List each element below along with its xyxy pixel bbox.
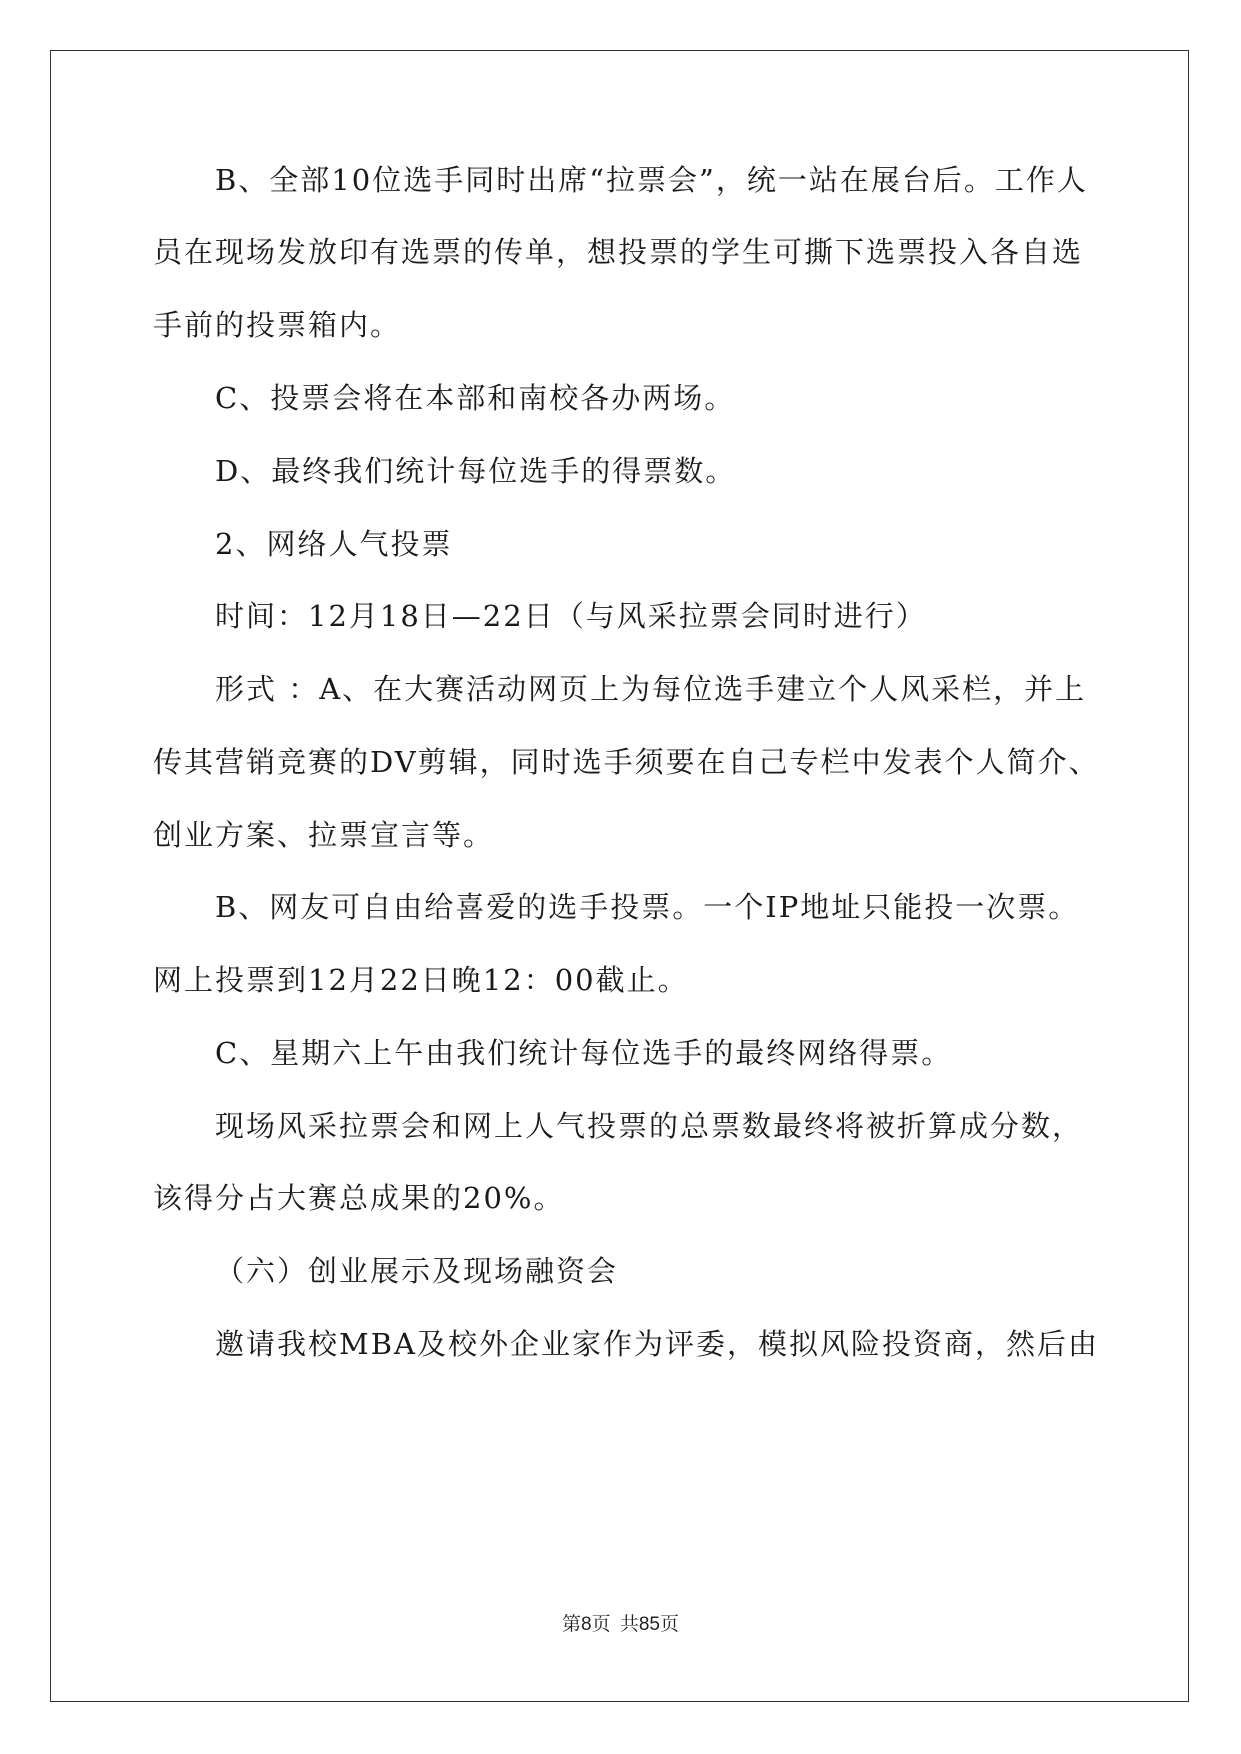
text-line: D、最终我们统计每位选手的得票数。: [215, 454, 737, 488]
text-line: 传其营销竞赛的DV剪辑，同时选手须要在自己专栏中发表个人简介、: [153, 745, 1100, 779]
page-footer: [0, 1609, 1241, 1636]
section-heading: （六）创业展示及现场融资会: [215, 1254, 619, 1288]
text-line: 该得分占大赛总成果的20%。: [153, 1181, 565, 1215]
page-border: [50, 50, 1189, 1702]
text-line: B、网友可自由给喜爱的选手投票。一个IP地址只能投一次票。: [215, 890, 1080, 924]
text-line: B、全部10位选手同时出席“拉票会”，统一站在展台后。工作人: [215, 163, 1088, 197]
text-line: 时间：12月18日—22日（与风采拉票会同时进行）: [215, 599, 927, 633]
text-line: 员在现场发放印有选票的传单，想投票的学生可撕下选票投入各自选: [153, 235, 1084, 269]
text-line: 邀请我校MBA及校外企业家作为评委，模拟风险投资商，然后由: [215, 1327, 1099, 1361]
text-line: C、星期六上午由我们统计每位选手的最终网络得票。: [215, 1036, 953, 1070]
text-line: 现场风采拉票会和网上人气投票的总票数最终将被折算成分数，: [215, 1109, 1084, 1143]
section-heading: 2、网络人气投票: [215, 527, 453, 561]
text-line: 网上投票到12月22日晚12：00截止。: [153, 963, 689, 997]
page-number: 第8页: [562, 1614, 611, 1635]
text-line: C、投票会将在本部和南校各办两场。: [215, 381, 736, 415]
text-line: 形式 ：A、在大赛活动网页上为每位选手建立个人风采栏，并上: [215, 672, 1087, 706]
text-line: 手前的投票箱内。: [153, 308, 402, 342]
text-line: 创业方案、拉票宣言等。: [153, 818, 495, 852]
page-total: 共85页: [619, 1614, 679, 1635]
